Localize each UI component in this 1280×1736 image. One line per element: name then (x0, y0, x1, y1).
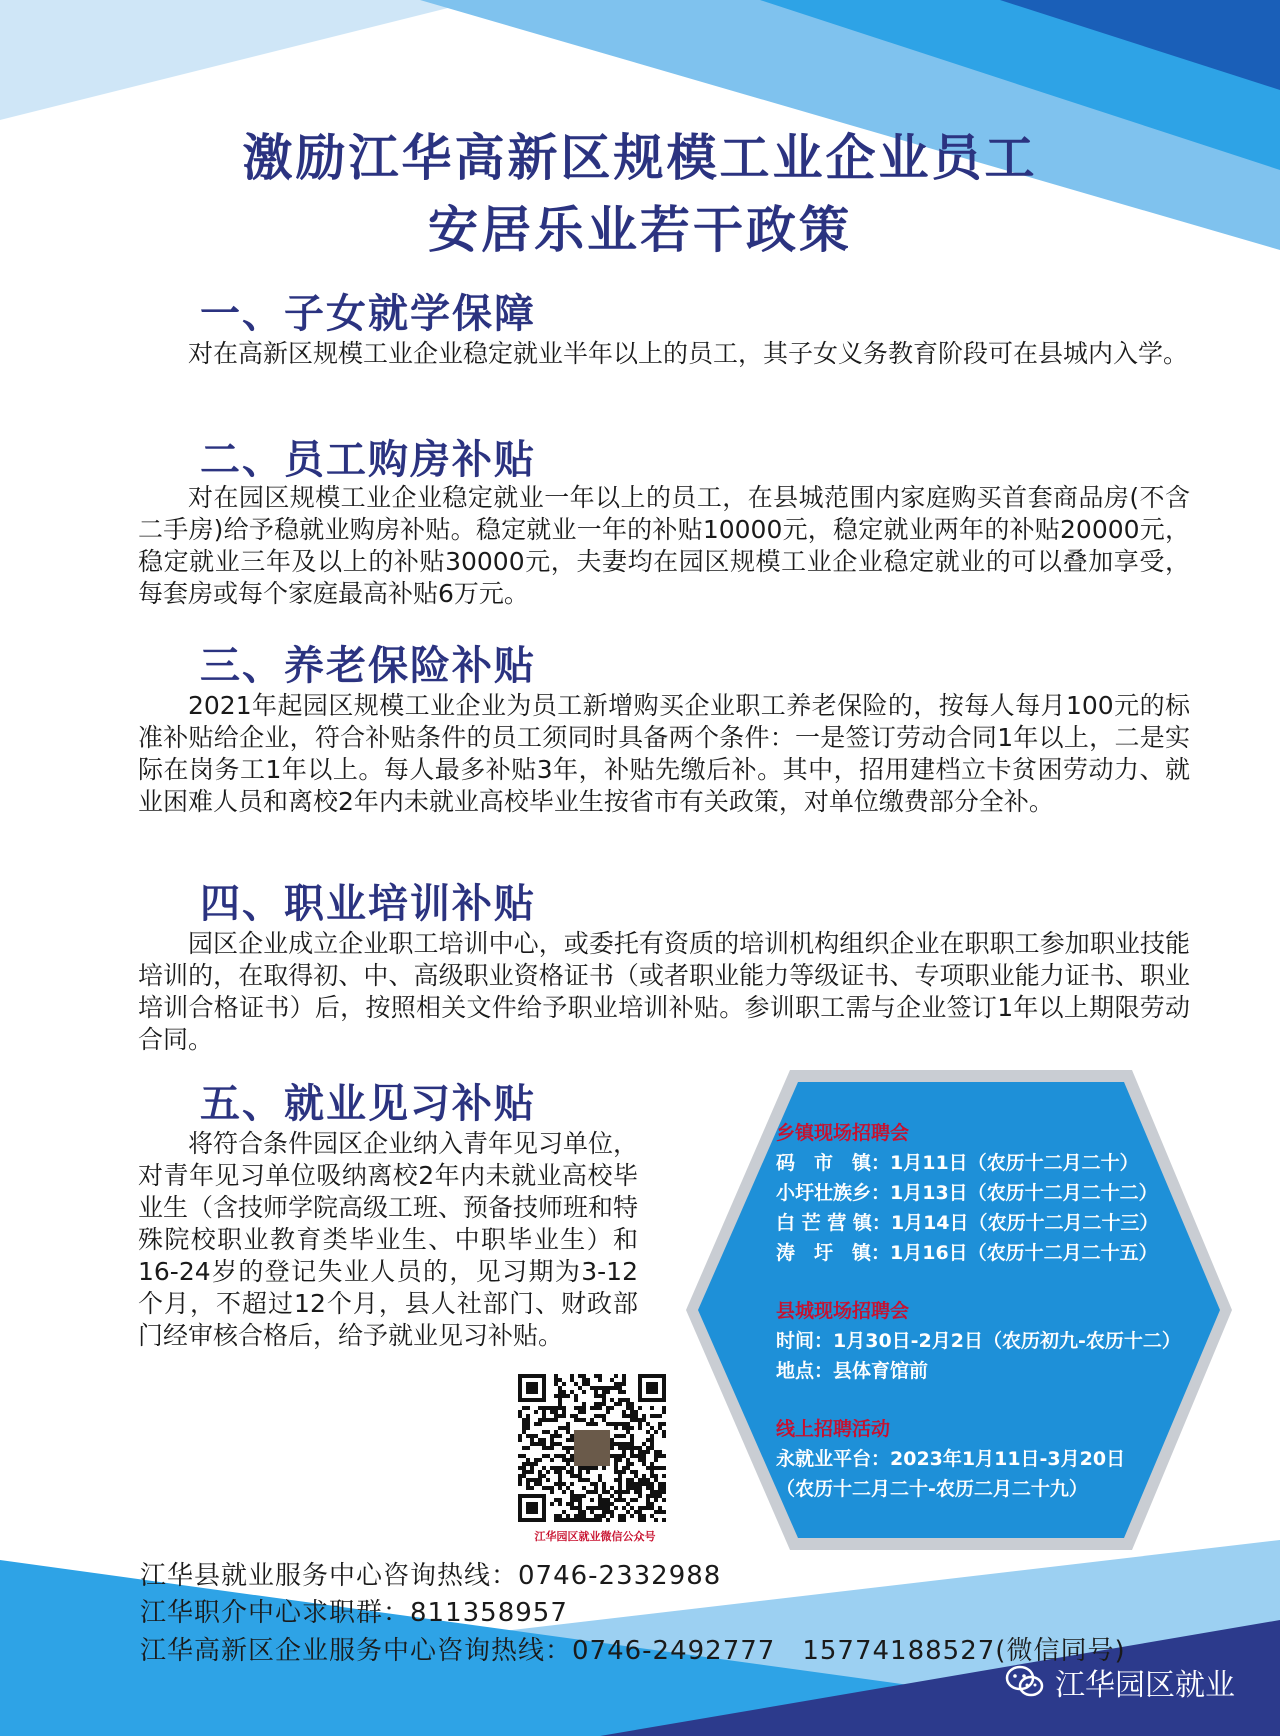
section-text-5: 将符合条件园区企业纳入青年见习单位，对青年见习单位吸纳离校2年内未就业高校毕业生（含技师学院高级工班、预备技师班和特殊院校职业教育类毕业生、中职毕业生）和16-24岁的登记失业人员的，见习期为3-12个月，不超过12个月，县人社部门、财政部门经审核合格后，给予就业见习补贴。 (138, 1129, 639, 1350)
contact-job-group: 江华职介中心求职群：811358957 (140, 1598, 568, 1628)
online-fair-row: （农历十二月二十-农历二月二十九） (776, 1478, 1088, 1500)
watermark-text: 江华园区就业 (1055, 1668, 1235, 1703)
page-title-line2: 安居乐业若干政策 (428, 201, 852, 259)
wechat-icon (1005, 1665, 1045, 1699)
online-fair-heading: 线上招聘活动 (776, 1418, 891, 1440)
section-text-4: 园区企业成立企业职工培训中心，或委托有资质的培训机构组织企业在职职工参加职业技能培训的，在取得初、中、高级职业资格证书（或者职业能力等级证书、专项职业能力证书、职业培训合格证书）后，按照相关文件给予职业培训补贴。参训职工需与企业签订1年以上期限劳动合同。 (138, 929, 1190, 1054)
contact-hotline-employment: 江华县就业服务中心咨询热线：0746-2332988 (140, 1561, 722, 1591)
top-left-shape (0, 0, 480, 120)
qr-caption: 江华园区就业微信公众号 (534, 1530, 656, 1543)
town-fair-row: 小圩壮族乡：1月13日（农历十二月二十二） (776, 1182, 1158, 1204)
qr-code[interactable] (518, 1374, 666, 1522)
county-fair-row: 时间：1月30日-2月2日（农历初九-农历十二） (776, 1330, 1181, 1352)
section-heading-3: 三、养老保险补贴 (200, 643, 536, 689)
county-fair-row: 地点：县体育馆前 (776, 1360, 929, 1382)
section-heading-4: 四、职业培训补贴 (200, 881, 536, 927)
town-fair-row: 白 芒 营 镇：1月14日（农历十二月二十三） (776, 1212, 1159, 1234)
section-text-3: 2021年起园区规模工业企业为员工新增购买企业职工养老保险的，按每人每月100元的标准补贴给企业，符合补贴条件的员工须同时具备两个条件：一是签订劳动合同1年以上，二是实际在岗务工1年以上。每人最多补贴3年，补贴先缴后补。其中，招用建档立卡贫困劳动力、就业困难人员和离校2年内未就业高校毕业生按省市有关政策，对单位缴费部分全补。 (138, 691, 1190, 816)
section-heading-1: 一、子女就学保障 (200, 291, 536, 337)
section-heading-2: 二、员工购房补贴 (200, 437, 536, 483)
hexagon-content (776, 1118, 1181, 1504)
wechat-watermark (1005, 1660, 1235, 1704)
county-fair-heading: 县城现场招聘会 (776, 1300, 910, 1322)
town-fair-heading: 乡镇现场招聘会 (776, 1122, 910, 1144)
qr-logo (574, 1430, 610, 1466)
contact-hotline-enterprise: 江华高新区企业服务中心咨询热线：0746-2492777 15774188527(微信同号) (140, 1636, 1126, 1666)
town-fair-row: 码 市 镇：1月11日（农历十二月二十） (776, 1152, 1139, 1174)
section-text-2: 对在园区规模工业企业稳定就业一年以上的员工，在县城范围内家庭购买首套商品房(不含二手房)给予稳就业购房补贴。稳定就业一年的补贴10000元，稳定就业两年的补贴20000元，稳定就业三年及以上的补贴30000元，夫妻均在园区规模工业企业稳定就业的可以叠加享受，每套房或每个家庭最高补贴6万元。 (138, 483, 1190, 608)
section-heading-5: 五、就业见习补贴 (200, 1081, 536, 1127)
online-fair-row: 永就业平台：2023年1月11日-3月20日 (776, 1448, 1126, 1470)
town-fair-row: 涛 圩 镇：1月16日（农历十二月二十五） (776, 1242, 1158, 1264)
section-text-1: 对在高新区规模工业企业稳定就业半年以上的员工，其子女义务教育阶段可在县城内入学。 (188, 339, 1189, 368)
page-title-line1: 激励江华高新区规模工业企业员工 (242, 129, 1038, 187)
